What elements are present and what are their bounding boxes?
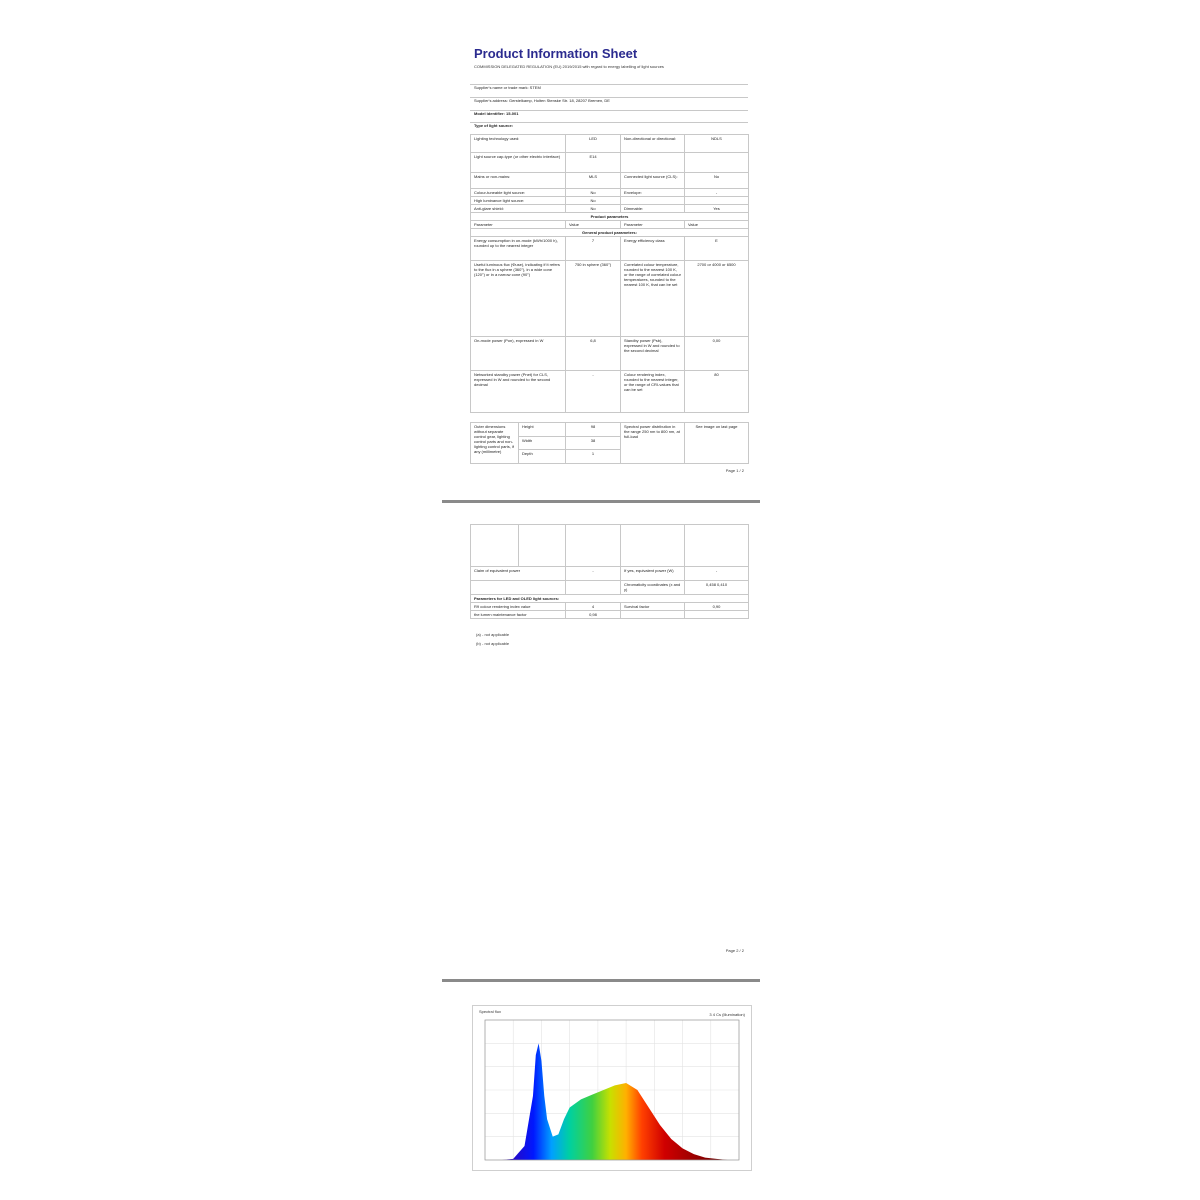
cell [566,525,621,567]
cell: No [685,173,749,189]
cell: 4 [566,603,621,611]
table-row [471,197,749,205]
type-heading: Type of light source: [470,122,748,128]
cell [621,525,685,567]
cell: 0,00 [685,337,749,371]
cell: On-mode power (Pon), expressed in W [471,337,566,371]
cell: MLS [566,173,621,189]
cell: - [685,567,749,581]
cell: No [566,189,621,197]
cell: 7 [566,237,621,261]
spectrum-svg [473,1006,751,1170]
cell: 0,98 [566,611,621,619]
page2-table [470,524,749,619]
table-row [471,261,749,337]
col-header: Value [566,221,621,229]
cell: No [566,197,621,205]
spectrum-chart [472,1005,752,1171]
table-row [471,581,749,595]
page-divider [442,979,760,982]
chart-legend: 3 4 Cs (Illumination) [709,1012,745,1017]
width-label: Width [519,436,566,450]
cell: E [685,237,749,261]
supplier-address: Supplier's address: Gerstelkamp, Holten Stenske Str. 18, 28207 Bremen, DE [470,97,748,103]
table-row [471,611,749,619]
cell: 750 in sphere (360°) [566,261,621,337]
col-header: Parameter [621,221,685,229]
table-row [471,337,749,371]
footnote-b: (b) - not applicable [476,641,510,646]
table-row [471,595,749,603]
model-identifier: Model identifier: 15-001 [470,110,748,116]
cell: the lumen maintenance factor [471,611,566,619]
cell: Useful luminous flux (Φuse), indicating if it refers to the flux in a sphere (360°), in a wide cone (120°) or in a narrow cone (90°) [471,261,566,337]
cell: Survival factor [621,603,685,611]
table-row [471,525,749,567]
table-row [471,173,749,189]
cell: Connected light source (CLS): [621,173,685,189]
table-row [471,423,749,437]
table-row [471,371,749,413]
cell [519,525,566,567]
cell [685,611,749,619]
col-header: Value [685,221,749,229]
cell: - [566,371,621,413]
spd-value: See image on last page [685,423,749,464]
table-row [471,153,749,173]
cell: Energy efficiency class [621,237,685,261]
cell: No [566,205,621,213]
dimensions-label: Outer dimensions without separate control gear, lighting control parts and non-lighting control parts, if any (millimetre) [471,423,519,464]
sheet-title: Product Information Sheet [474,46,638,61]
cell: Anti-glare shield: [471,205,566,213]
cell [471,581,566,595]
cell [685,525,749,567]
spd-label: Spectral power distribution in the range 250 nm to 800 nm, at full-load [621,423,685,464]
led-heading: Parameters for LED and OLED light sources: [471,595,749,603]
cell: Mains or non-mains: [471,173,566,189]
cell: Chromaticity coordinates (x and y) [621,581,685,595]
depth-label: Depth [519,450,566,464]
cell: Lighting technology used: [471,135,566,153]
dimensions-table [470,422,749,464]
cell: Light source cap-type (or other electric interface) [471,153,566,173]
cell [621,611,685,619]
supplier-name: Supplier's name or trade mark: STEM [470,84,748,90]
cell: 6,8 [566,337,621,371]
footnote-a: (a) - not applicable [476,632,510,637]
cell: Correlated colour temperature, rounded to the nearest 100 K, or the range of correlated colour temperatures, rounded to the nearest 100 K, that can be set [621,261,685,337]
cell: Standby power (Psb), expressed in W and rounded to the second decimal [621,337,685,371]
cell: Networked standby power (Pnet) for CLS, expressed in W and rounded to the second decimal [471,371,566,413]
table-row [471,135,749,153]
depth-value: 1 [566,450,621,464]
cell: Energy consumption in on-mode (kWh/1000 h), rounded up to the nearest integer [471,237,566,261]
cell [685,197,749,205]
table-row [471,213,749,221]
height-label: Height [519,423,566,437]
document-page-2 [470,520,748,960]
cell [621,153,685,173]
col-header: Parameter [471,221,566,229]
cell: 0,90 [685,603,749,611]
width-value: 38 [566,436,621,450]
cell: E14 [566,153,621,173]
cell: - [566,567,621,581]
page-number: Page 1 / 2 [725,468,744,473]
cell: Colour rendering index, rounded to the nearest integer, or the range of CRI-values that can be set [621,371,685,413]
cell: Claim of equivalent power [471,567,566,581]
cell [566,581,621,595]
cell: Yes [685,205,749,213]
cell: High luminance light source: [471,197,566,205]
table-row [471,221,749,229]
cell: 0,458 0,410 [685,581,749,595]
cell [685,153,749,173]
spectrum-area [502,1043,728,1160]
cell: 2700 or 4000 or 6500 [685,261,749,337]
cell: Dimmable: [621,205,685,213]
cell: If yes, equivalent power (W) [621,567,685,581]
height-value: 98 [566,423,621,437]
table-row [471,205,749,213]
table-row [471,567,749,581]
page-number: Page 2 / 2 [725,948,744,953]
cell: NDLS [685,135,749,153]
cell: R9 colour rendering index value [471,603,566,611]
table-row [471,189,749,197]
page-divider [442,500,760,503]
cell: LED [566,135,621,153]
params-heading: Product parameters [471,213,749,221]
cell: Non-directional or directional: [621,135,685,153]
type-table [470,134,749,413]
cell: - [685,189,749,197]
general-heading: General product parameters: [471,229,749,237]
cell [471,525,519,567]
document-page-1 [470,42,748,482]
chart-ylabel: Spectral flux [479,1009,502,1014]
table-row [471,229,749,237]
regulation-subtitle: COMMISSION DELEGATED REGULATION (EU) 2019/2015 with regard to energy labelling of light sources [474,64,664,69]
cell: 80 [685,371,749,413]
table-row [471,237,749,261]
cell [621,197,685,205]
cell: Colour-tuneable light source: [471,189,566,197]
table-row [471,603,749,611]
cell: Envelope: [621,189,685,197]
